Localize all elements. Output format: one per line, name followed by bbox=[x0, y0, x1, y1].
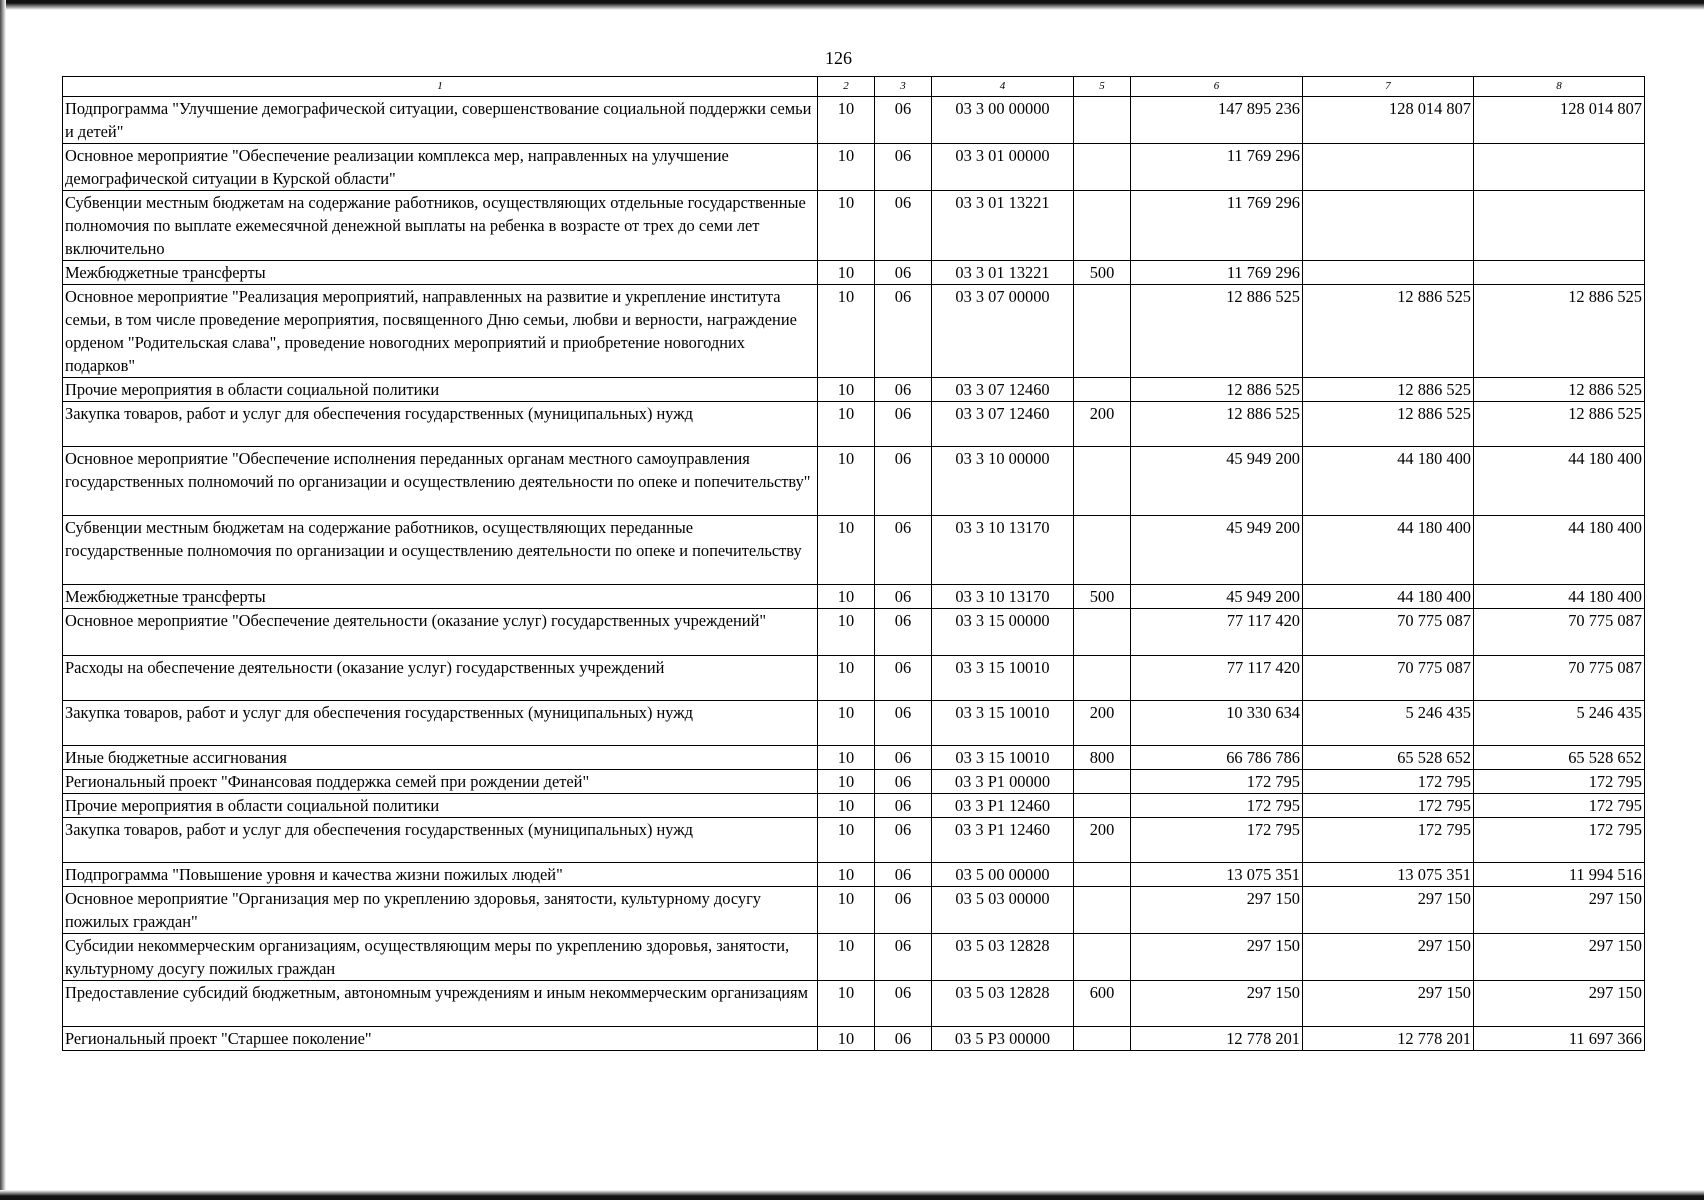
column-header: 6 bbox=[1131, 77, 1303, 97]
amount-col-8: 5 246 435 bbox=[1474, 701, 1645, 746]
subsection-code: 06 bbox=[875, 378, 932, 402]
amount-col-7: 128 014 807 bbox=[1303, 97, 1474, 144]
amount-col-8 bbox=[1474, 261, 1645, 285]
subsection-code: 06 bbox=[875, 285, 932, 378]
row-name: Предоставление субсидий бюджетным, автономным учреждениям и иным некоммерческим организациям bbox=[63, 981, 818, 1027]
amount-col-8 bbox=[1474, 191, 1645, 261]
amount-col-7: 70 775 087 bbox=[1303, 656, 1474, 701]
section-code: 10 bbox=[818, 818, 875, 863]
expense-type-code bbox=[1074, 934, 1131, 981]
table-row bbox=[63, 794, 1645, 818]
amount-col-6: 10 330 634 bbox=[1131, 701, 1303, 746]
row-name: Прочие мероприятия в области социальной политики bbox=[63, 378, 818, 402]
section-code: 10 bbox=[818, 701, 875, 746]
section-code: 10 bbox=[818, 746, 875, 770]
amount-col-7: 172 795 bbox=[1303, 770, 1474, 794]
subsection-code: 06 bbox=[875, 516, 932, 585]
table-row bbox=[63, 378, 1645, 402]
amount-col-6: 77 117 420 bbox=[1131, 609, 1303, 656]
amount-col-6: 11 769 296 bbox=[1131, 191, 1303, 261]
section-code: 10 bbox=[818, 97, 875, 144]
amount-col-8: 11 994 516 bbox=[1474, 863, 1645, 887]
target-article-code: 03 3 01 00000 bbox=[932, 144, 1074, 191]
row-name: Межбюджетные трансферты bbox=[63, 261, 818, 285]
row-name: Закупка товаров, работ и услуг для обеспечения государственных (муниципальных) нужд bbox=[63, 818, 818, 863]
expense-type-code: 600 bbox=[1074, 981, 1131, 1027]
amount-col-7: 70 775 087 bbox=[1303, 609, 1474, 656]
target-article-code: 03 3 P1 00000 bbox=[932, 770, 1074, 794]
expense-type-code bbox=[1074, 144, 1131, 191]
table-row bbox=[63, 97, 1645, 144]
amount-col-8: 172 795 bbox=[1474, 770, 1645, 794]
expense-type-code: 500 bbox=[1074, 261, 1131, 285]
expense-type-code: 200 bbox=[1074, 402, 1131, 447]
section-code: 10 bbox=[818, 402, 875, 447]
subsection-code: 06 bbox=[875, 261, 932, 285]
section-code: 10 bbox=[818, 516, 875, 585]
table-row bbox=[63, 191, 1645, 261]
row-name: Иные бюджетные ассигнования bbox=[63, 746, 818, 770]
column-header: 2 bbox=[818, 77, 875, 97]
amount-col-6: 12 886 525 bbox=[1131, 285, 1303, 378]
amount-col-7: 5 246 435 bbox=[1303, 701, 1474, 746]
target-article-code: 03 3 10 13170 bbox=[932, 516, 1074, 585]
amount-col-8: 128 014 807 bbox=[1474, 97, 1645, 144]
amount-col-8: 44 180 400 bbox=[1474, 585, 1645, 609]
amount-col-6: 12 886 525 bbox=[1131, 378, 1303, 402]
row-name: Закупка товаров, работ и услуг для обеспечения государственных (муниципальных) нужд bbox=[63, 701, 818, 746]
scan-left-edge bbox=[0, 0, 6, 1200]
subsection-code: 06 bbox=[875, 770, 932, 794]
amount-col-6: 12 886 525 bbox=[1131, 402, 1303, 447]
table-row bbox=[63, 516, 1645, 585]
amount-col-7: 172 795 bbox=[1303, 818, 1474, 863]
amount-col-7: 12 886 525 bbox=[1303, 402, 1474, 447]
subsection-code: 06 bbox=[875, 794, 932, 818]
amount-col-8: 297 150 bbox=[1474, 981, 1645, 1027]
section-code: 10 bbox=[818, 285, 875, 378]
section-code: 10 bbox=[818, 887, 875, 934]
expense-type-code bbox=[1074, 191, 1131, 261]
subsection-code: 06 bbox=[875, 934, 932, 981]
amount-col-8: 172 795 bbox=[1474, 794, 1645, 818]
subsection-code: 06 bbox=[875, 609, 932, 656]
subsection-code: 06 bbox=[875, 701, 932, 746]
amount-col-7: 13 075 351 bbox=[1303, 863, 1474, 887]
amount-col-6: 172 795 bbox=[1131, 770, 1303, 794]
section-code: 10 bbox=[818, 770, 875, 794]
budget-table bbox=[62, 76, 1645, 1051]
row-name: Субвенции местным бюджетам на содержание работников, осуществляющих переданные государственные полномочия по организации и осуществлению деятельности по опеке и попечительству bbox=[63, 516, 818, 585]
amount-col-7: 44 180 400 bbox=[1303, 585, 1474, 609]
table-row bbox=[63, 656, 1645, 701]
target-article-code: 03 3 00 00000 bbox=[932, 97, 1074, 144]
amount-col-8: 70 775 087 bbox=[1474, 656, 1645, 701]
amount-col-6: 12 778 201 bbox=[1131, 1027, 1303, 1051]
amount-col-6: 172 795 bbox=[1131, 818, 1303, 863]
expense-type-code: 500 bbox=[1074, 585, 1131, 609]
section-code: 10 bbox=[818, 144, 875, 191]
section-code: 10 bbox=[818, 934, 875, 981]
amount-col-8: 70 775 087 bbox=[1474, 609, 1645, 656]
subsection-code: 06 bbox=[875, 97, 932, 144]
amount-col-7: 297 150 bbox=[1303, 934, 1474, 981]
target-article-code: 03 3 10 00000 bbox=[932, 447, 1074, 516]
subsection-code: 06 bbox=[875, 447, 932, 516]
amount-col-7: 172 795 bbox=[1303, 794, 1474, 818]
amount-col-7: 297 150 bbox=[1303, 887, 1474, 934]
section-code: 10 bbox=[818, 447, 875, 516]
target-article-code: 03 5 03 00000 bbox=[932, 887, 1074, 934]
subsection-code: 06 bbox=[875, 863, 932, 887]
subsection-code: 06 bbox=[875, 981, 932, 1027]
section-code: 10 bbox=[818, 191, 875, 261]
amount-col-8: 172 795 bbox=[1474, 818, 1645, 863]
target-article-code: 03 3 07 12460 bbox=[932, 378, 1074, 402]
expense-type-code: 200 bbox=[1074, 818, 1131, 863]
table-row bbox=[63, 818, 1645, 863]
row-name: Субсидии некоммерческим организациям, осуществляющим меры по укреплению здоровья, занятости, культурному досугу пожилых граждан bbox=[63, 934, 818, 981]
amount-col-7 bbox=[1303, 191, 1474, 261]
amount-col-8: 12 886 525 bbox=[1474, 402, 1645, 447]
header-row bbox=[63, 77, 1645, 97]
table-row bbox=[63, 701, 1645, 746]
amount-col-7: 65 528 652 bbox=[1303, 746, 1474, 770]
table-row bbox=[63, 261, 1645, 285]
row-name: Основное мероприятие "Обеспечение реализации комплекса мер, направленных на улучшение демографической ситуации в Курской области" bbox=[63, 144, 818, 191]
column-header: 3 bbox=[875, 77, 932, 97]
row-name: Региональный проект "Старшее поколение" bbox=[63, 1027, 818, 1051]
table-row bbox=[63, 609, 1645, 656]
row-name: Прочие мероприятия в области социальной политики bbox=[63, 794, 818, 818]
row-name: Подпрограмма "Повышение уровня и качества жизни пожилых людей" bbox=[63, 863, 818, 887]
amount-col-7: 12 778 201 bbox=[1303, 1027, 1474, 1051]
target-article-code: 03 3 15 10010 bbox=[932, 746, 1074, 770]
table-row bbox=[63, 144, 1645, 191]
subsection-code: 06 bbox=[875, 1027, 932, 1051]
amount-col-8: 12 886 525 bbox=[1474, 378, 1645, 402]
target-article-code: 03 3 15 00000 bbox=[932, 609, 1074, 656]
amount-col-6: 147 895 236 bbox=[1131, 97, 1303, 144]
row-name: Основное мероприятие "Обеспечение исполнения переданных органам местного самоуправления государственных полномочий по организации и осуществлению деятельности по опеке и попечительству" bbox=[63, 447, 818, 516]
expense-type-code bbox=[1074, 447, 1131, 516]
column-header: 5 bbox=[1074, 77, 1131, 97]
amount-col-8: 297 150 bbox=[1474, 934, 1645, 981]
target-article-code: 03 3 10 13170 bbox=[932, 585, 1074, 609]
section-code: 10 bbox=[818, 585, 875, 609]
subsection-code: 06 bbox=[875, 818, 932, 863]
amount-col-6: 45 949 200 bbox=[1131, 585, 1303, 609]
target-article-code: 03 3 01 13221 bbox=[932, 191, 1074, 261]
target-article-code: 03 3 01 13221 bbox=[932, 261, 1074, 285]
column-header: 7 bbox=[1303, 77, 1474, 97]
amount-col-6: 77 117 420 bbox=[1131, 656, 1303, 701]
section-code: 10 bbox=[818, 1027, 875, 1051]
table-row bbox=[63, 863, 1645, 887]
subsection-code: 06 bbox=[875, 887, 932, 934]
row-name: Основное мероприятие "Организация мер по укреплению здоровья, занятости, культурному досугу пожилых граждан" bbox=[63, 887, 818, 934]
amount-col-6: 66 786 786 bbox=[1131, 746, 1303, 770]
expense-type-code bbox=[1074, 516, 1131, 585]
expense-type-code bbox=[1074, 887, 1131, 934]
subsection-code: 06 bbox=[875, 656, 932, 701]
target-article-code: 03 3 15 10010 bbox=[932, 701, 1074, 746]
expense-type-code bbox=[1074, 378, 1131, 402]
target-article-code: 03 3 15 10010 bbox=[932, 656, 1074, 701]
target-article-code: 03 5 P3 00000 bbox=[932, 1027, 1074, 1051]
scan-bottom-edge bbox=[0, 1190, 1704, 1200]
target-article-code: 03 5 03 12828 bbox=[932, 981, 1074, 1027]
amount-col-7 bbox=[1303, 144, 1474, 191]
row-name: Основное мероприятие "Реализация мероприятий, направленных на развитие и укрепление института семьи, в том числе проведение мероприятия, посвященного Дню семьи, любви и верности, награждение орденом "Родительская слава", проведение новогодних мероприятий и приобретение новогодних подарков" bbox=[63, 285, 818, 378]
amount-col-7: 44 180 400 bbox=[1303, 516, 1474, 585]
section-code: 10 bbox=[818, 609, 875, 656]
row-name: Региональный проект "Финансовая поддержка семей при рождении детей" bbox=[63, 770, 818, 794]
amount-col-6: 45 949 200 bbox=[1131, 447, 1303, 516]
amount-col-8 bbox=[1474, 144, 1645, 191]
expense-type-code bbox=[1074, 656, 1131, 701]
amount-col-6: 172 795 bbox=[1131, 794, 1303, 818]
table-row bbox=[63, 402, 1645, 447]
amount-col-7: 12 886 525 bbox=[1303, 378, 1474, 402]
section-code: 10 bbox=[818, 794, 875, 818]
row-name: Основное мероприятие "Обеспечение деятельности (оказание услуг) государственных учреждений" bbox=[63, 609, 818, 656]
table-row bbox=[63, 887, 1645, 934]
amount-col-7: 44 180 400 bbox=[1303, 447, 1474, 516]
expense-type-code bbox=[1074, 770, 1131, 794]
expense-type-code bbox=[1074, 609, 1131, 656]
row-name: Межбюджетные трансферты bbox=[63, 585, 818, 609]
target-article-code: 03 3 P1 12460 bbox=[932, 794, 1074, 818]
expense-type-code bbox=[1074, 285, 1131, 378]
table-row bbox=[63, 285, 1645, 378]
page-number: 126 bbox=[825, 48, 852, 68]
amount-col-7: 12 886 525 bbox=[1303, 285, 1474, 378]
expense-type-code bbox=[1074, 863, 1131, 887]
subsection-code: 06 bbox=[875, 746, 932, 770]
row-name: Субвенции местным бюджетам на содержание работников, осуществляющих отдельные государственные полномочия по выплате ежемесячной денежной выплаты на ребенка в возрасте от трех до семи лет включительно bbox=[63, 191, 818, 261]
expense-type-code bbox=[1074, 794, 1131, 818]
target-article-code: 03 3 07 00000 bbox=[932, 285, 1074, 378]
expense-type-code bbox=[1074, 97, 1131, 144]
section-code: 10 bbox=[818, 981, 875, 1027]
amount-col-6: 297 150 bbox=[1131, 981, 1303, 1027]
column-header: 4 bbox=[932, 77, 1074, 97]
section-code: 10 bbox=[818, 863, 875, 887]
table-row bbox=[63, 981, 1645, 1027]
expense-type-code: 200 bbox=[1074, 701, 1131, 746]
amount-col-8: 65 528 652 bbox=[1474, 746, 1645, 770]
expense-type-code bbox=[1074, 1027, 1131, 1051]
amount-col-6: 297 150 bbox=[1131, 887, 1303, 934]
column-header: 8 bbox=[1474, 77, 1645, 97]
row-name: Подпрограмма "Улучшение демографической ситуации, совершенствование социальной поддержки семьи и детей" bbox=[63, 97, 818, 144]
section-code: 10 bbox=[818, 378, 875, 402]
scan-top-edge bbox=[0, 0, 1704, 10]
table-row bbox=[63, 447, 1645, 516]
amount-col-6: 11 769 296 bbox=[1131, 144, 1303, 191]
amount-col-6: 297 150 bbox=[1131, 934, 1303, 981]
amount-col-7: 297 150 bbox=[1303, 981, 1474, 1027]
expense-type-code: 800 bbox=[1074, 746, 1131, 770]
subsection-code: 06 bbox=[875, 191, 932, 261]
table-row bbox=[63, 770, 1645, 794]
target-article-code: 03 3 P1 12460 bbox=[932, 818, 1074, 863]
section-code: 10 bbox=[818, 261, 875, 285]
subsection-code: 06 bbox=[875, 402, 932, 447]
target-article-code: 03 5 03 12828 bbox=[932, 934, 1074, 981]
subsection-code: 06 bbox=[875, 585, 932, 609]
table-row bbox=[63, 934, 1645, 981]
amount-col-8: 297 150 bbox=[1474, 887, 1645, 934]
amount-col-8: 44 180 400 bbox=[1474, 516, 1645, 585]
amount-col-7 bbox=[1303, 261, 1474, 285]
table-row bbox=[63, 585, 1645, 609]
column-header: 1 bbox=[63, 77, 818, 97]
subsection-code: 06 bbox=[875, 144, 932, 191]
amount-col-8: 11 697 366 bbox=[1474, 1027, 1645, 1051]
amount-col-8: 44 180 400 bbox=[1474, 447, 1645, 516]
amount-col-6: 13 075 351 bbox=[1131, 863, 1303, 887]
row-name: Закупка товаров, работ и услуг для обеспечения государственных (муниципальных) нужд bbox=[63, 402, 818, 447]
amount-col-6: 11 769 296 bbox=[1131, 261, 1303, 285]
row-name: Расходы на обеспечение деятельности (оказание услуг) государственных учреждений bbox=[63, 656, 818, 701]
target-article-code: 03 3 07 12460 bbox=[932, 402, 1074, 447]
target-article-code: 03 5 00 00000 bbox=[932, 863, 1074, 887]
amount-col-8: 12 886 525 bbox=[1474, 285, 1645, 378]
amount-col-6: 45 949 200 bbox=[1131, 516, 1303, 585]
table-row bbox=[63, 746, 1645, 770]
section-code: 10 bbox=[818, 656, 875, 701]
table-row bbox=[63, 1027, 1645, 1051]
